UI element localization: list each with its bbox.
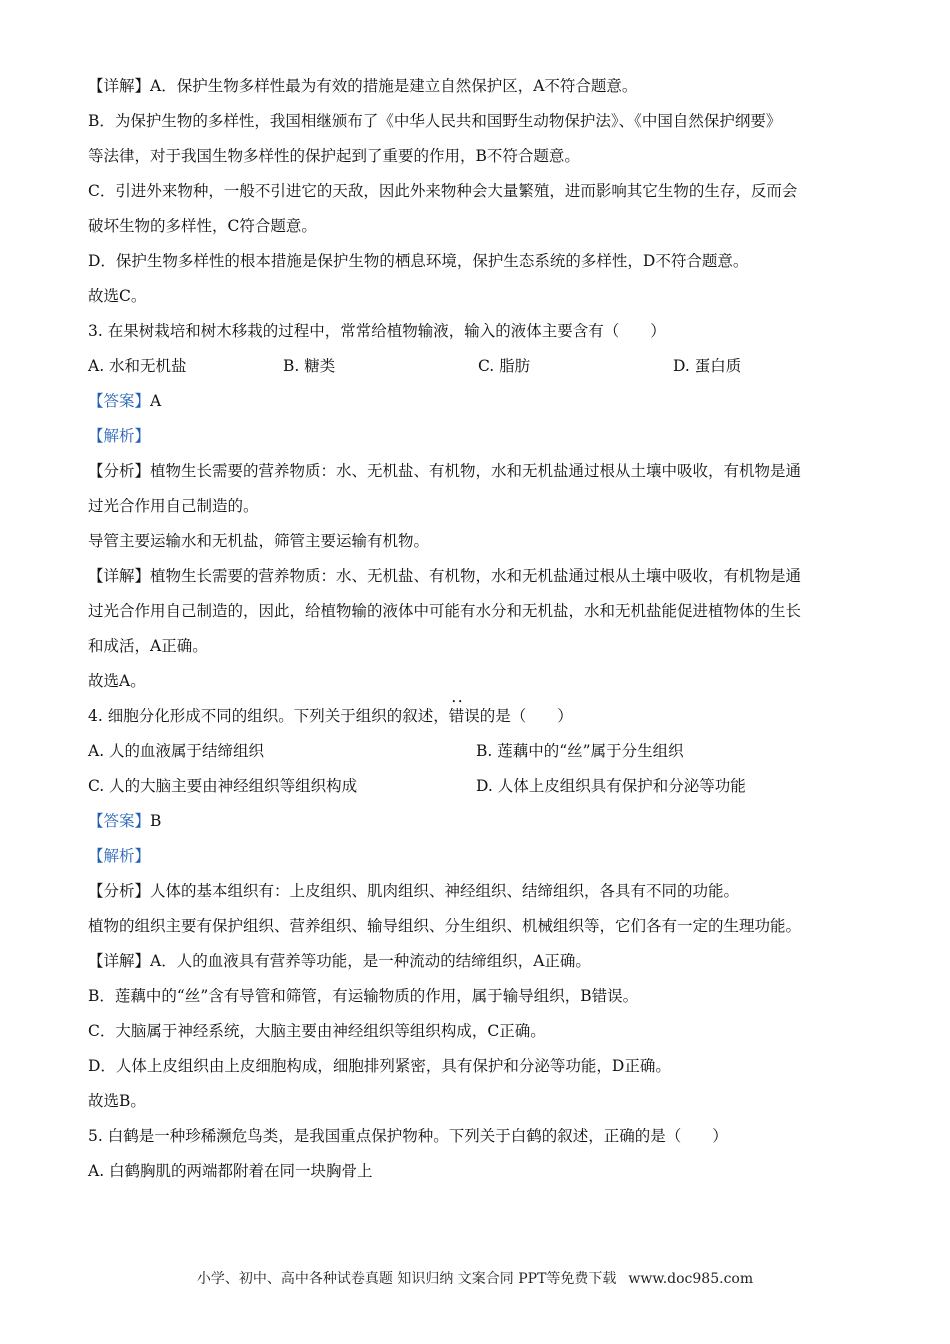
answer-line <box>88 809 868 833</box>
question-4-stem: 4. 细胞分化形成不同的组织。下列关于组织的叙述，• • 错误的是（ ） <box>88 704 868 728</box>
footer-url[interactable]: www.doc985.com <box>628 1271 754 1287</box>
fenxi-line: 【分析】植物生长需要的营养物质：水、无机盐、有机物，水和无机盐通过根从土壤中吸收，有机物是通 <box>88 462 802 480</box>
text-line: B．莲藕中的“丝”含有导管和筛管，有运输物质的作用，属于输导组织，B错误。 <box>88 987 639 1005</box>
option-b: B. 莲藕中的“丝”属于分生组织 <box>476 742 684 760</box>
analysis-tag: 【解析】 <box>88 427 151 445</box>
answer-value: B <box>150 812 162 830</box>
text-line: 和成活，A正确。 <box>88 637 208 655</box>
fenxi-tag: 【分析】 <box>88 462 151 480</box>
question-3-options <box>88 354 868 378</box>
conclusion-line: 故选A。 <box>88 672 146 690</box>
fenxi-tag: 【分析】 <box>88 882 151 900</box>
analysis-tag: 【解析】 <box>88 847 151 865</box>
option-b: B. 糖类 <box>283 357 336 375</box>
answer-value: A <box>150 392 162 410</box>
conclusion-line: 故选B。 <box>88 1092 146 1110</box>
text-line: D．人体上皮组织由上皮细胞构成，细胞排列紧密，具有保护和分泌等功能，D正确。 <box>88 1057 671 1075</box>
text-line: 植物的组织主要有保护组织、营养组织、输导组织、分生组织、机械组织等，它们各有一定的生理功能。 <box>88 917 802 935</box>
conclusion-line: 故选C。 <box>88 287 147 305</box>
detail-line: 【详解】植物生长需要的营养物质：水、无机盐、有机物，水和无机盐通过根从土壤中吸收，有机物是通 <box>88 567 802 585</box>
page-footer <box>0 1268 950 1288</box>
option-d: D. 人体上皮组织具有保护和分泌等功能 <box>476 777 746 795</box>
answer-line <box>88 389 868 413</box>
text-line: 等法律，对于我国生物多样性的保护起到了重要的作用，B不符合题意。 <box>88 147 580 165</box>
detail-tag: 【详解】 <box>88 952 151 970</box>
text-line: 【详解】A．保护生物多样性最为有效的措施是建立自然保护区，A不符合题意。 <box>88 77 638 95</box>
document-body <box>88 74 868 1183</box>
question-4-options-row-2 <box>88 774 868 798</box>
question-4-options-row-1 <box>88 739 868 763</box>
option-a: A. 白鹤胸肌的两端都附着在同一块胸骨上 <box>88 1162 373 1180</box>
option-a: A. 水和无机盐 <box>88 357 187 375</box>
option-a: A. 人的血液属于结缔组织 <box>88 742 265 760</box>
text-line: D．保护生物多样性的根本措施是保护生物的栖息环境，保护生态系统的多样性，D不符合题意。 <box>88 252 749 270</box>
answer-tag: 【答案】 <box>88 392 151 410</box>
emphasis-text: • • 错误 <box>449 704 480 728</box>
detail-tag: 【详解】 <box>88 567 151 585</box>
footer-text: 小学、初中、高中各种试卷真题 知识归纳 文案合同 PPT等免费下载 <box>196 1271 617 1287</box>
answer-tag: 【答案】 <box>88 812 151 830</box>
fenxi-line: 【分析】人体的基本组织有：上皮组织、肌肉组织、神经组织、结缔组织，各具有不同的功能。 <box>88 882 740 900</box>
question-5-stem: 5. 白鹤是一种珍稀濒危鸟类，是我国重点保护物种。下列关于白鹤的叙述，正确的是（ ） <box>88 1127 728 1145</box>
option-c: C. 人的大脑主要由神经组织等组织构成 <box>88 777 358 795</box>
option-d: D. 蛋白质 <box>673 357 742 375</box>
text-line: 导管主要运输水和无机盐，筛管主要运输有机物。 <box>88 532 430 550</box>
text-line: C．引进外来物种，一般不引进它的天敌，因此外来物种会大量繁殖，进而影响其它生物的生存，反而会 <box>88 182 798 200</box>
text-line: C．大脑属于神经系统，大脑主要由神经组织等组织构成，C正确。 <box>88 1022 546 1040</box>
detail-line: 【详解】A．人的血液具有营养等功能，是一种流动的结缔组织，A正确。 <box>88 952 591 970</box>
text-line: 过光合作用自己制造的，因此，给植物输的液体中可能有水分和无机盐，水和无机盐能促进植物体的生长 <box>88 602 802 620</box>
question-3-stem: 3. 在果树栽培和树木移栽的过程中，常常给植物输液，输入的液体主要含有（ ） <box>88 322 666 340</box>
text-line: 过光合作用自己制造的。 <box>88 497 259 515</box>
option-c: C. 脂肪 <box>478 357 531 375</box>
text-line: B．为保护生物的多样性，我国相继颁布了《中华人民共和国野生动物保护法》、《中国自然保护纲要》 <box>88 112 782 130</box>
text-line: 破坏生物的多样性，C符合题意。 <box>88 217 317 235</box>
